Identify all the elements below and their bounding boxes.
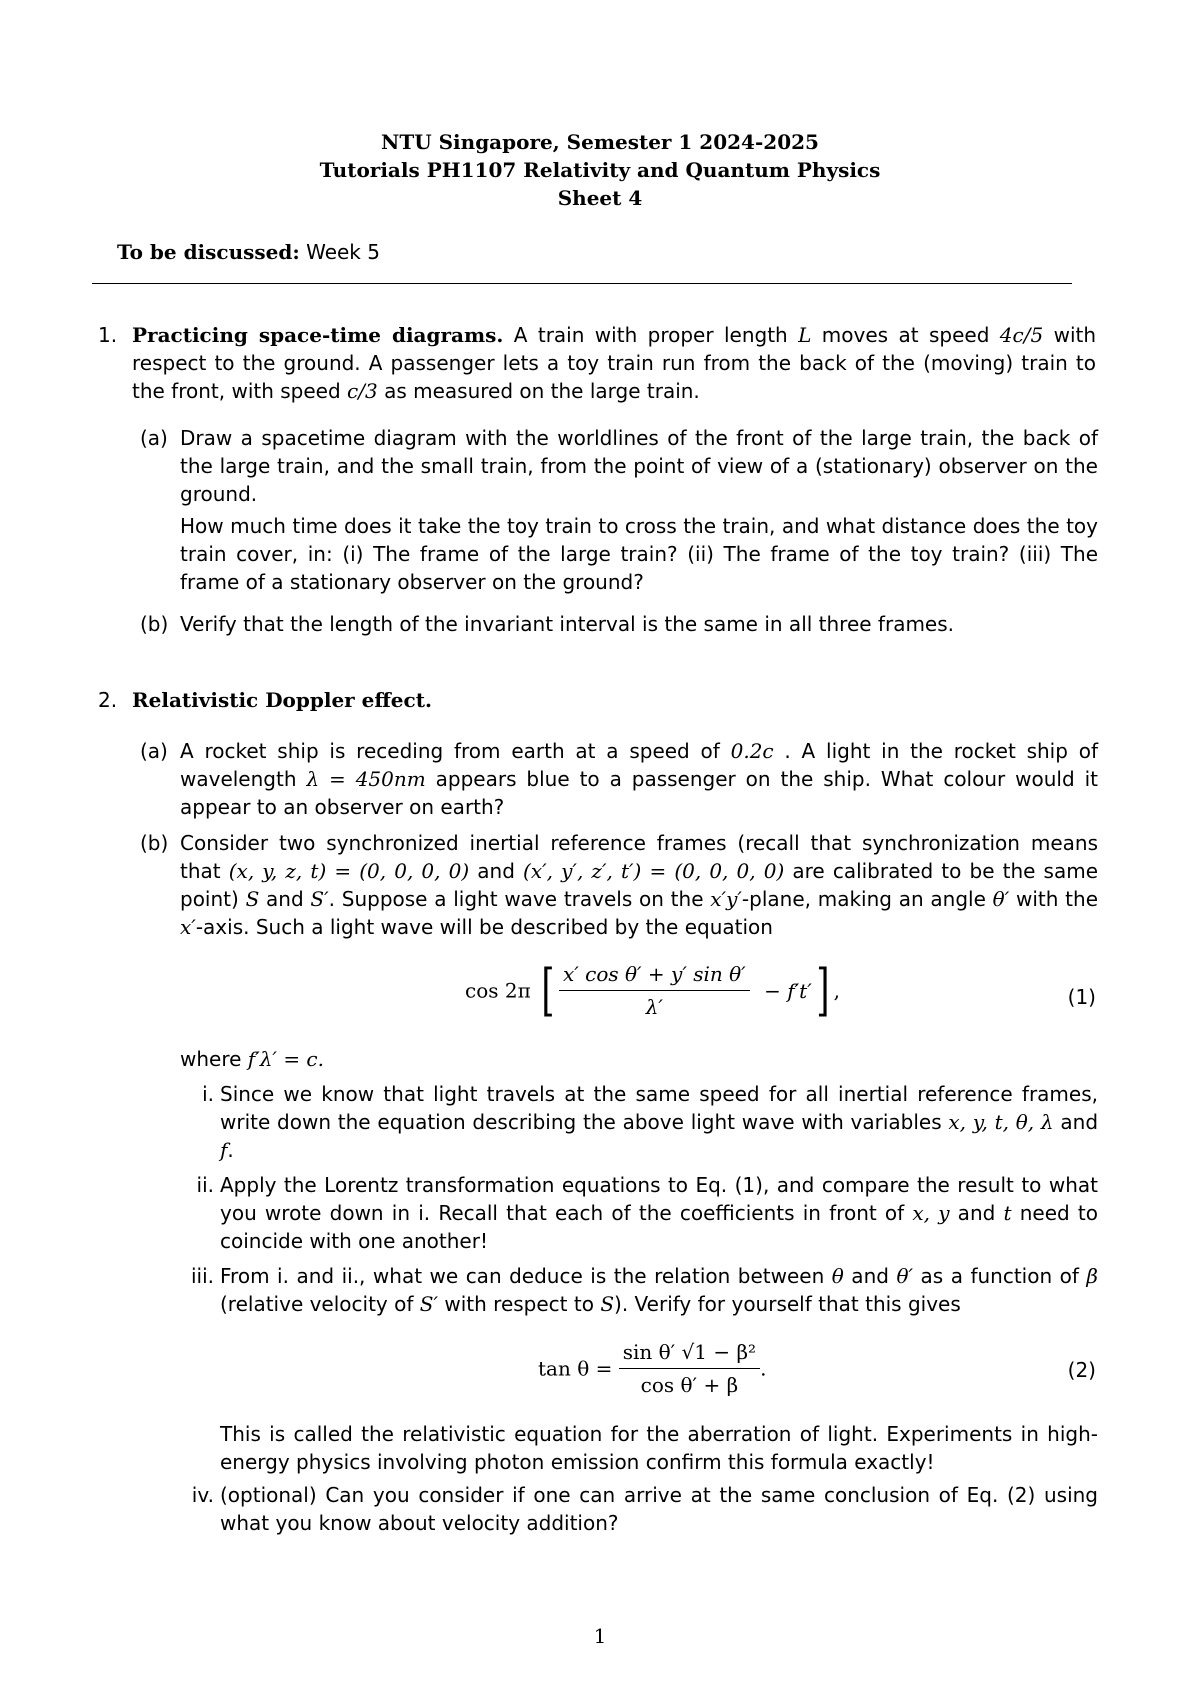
problem-2b-text — [180, 829, 1098, 941]
item-iii-math: S′ — [419, 1292, 439, 1316]
eq1-right-bracket: ] — [816, 957, 830, 1023]
header-divider — [92, 283, 1072, 284]
problem-1a-question: How much time does it take the toy train to cross the train, and what distance does the toy train cover, in: (i) The frame of the large train? (ii) The frame of the toy train? (iii) The frame of a stationary observer on the ground? — [180, 514, 1098, 594]
item-ii-body: and — [949, 1201, 1004, 1225]
p2b-math: x′ — [180, 915, 196, 939]
p2b-text: Consider two synchronized inertial reference frames (recall that synchronization means that — [180, 831, 1098, 883]
problem-2b-label: (b) — [140, 831, 169, 855]
problem-1 — [98, 321, 1098, 405]
item-iv-text: (optional) Can you consider if one can arrive at the same conclusion of Eq. (2) using what you know about velocity addition? — [220, 1483, 1098, 1535]
item-iii-body: and — [843, 1264, 897, 1288]
problem-1b-label: (b) — [140, 612, 169, 636]
problem-1b-text: Verify that the length of the invariant interval is the same in all three frames. — [180, 612, 955, 636]
p2b-text: are calibrated to be the same point) — [180, 859, 1099, 911]
item-iii-body: From i. and ii., what we can deduce is the relation between — [220, 1264, 832, 1288]
equation-1-label: (1) — [1067, 985, 1096, 1009]
p2b-text: . Suppose a light wave travels on the — [328, 887, 711, 911]
item-iii-math: β — [1086, 1264, 1098, 1288]
p2b-text: -axis. Such a light wave will be described by the equation — [195, 915, 773, 939]
p1-text: moves at speed — [811, 323, 1000, 347]
item-i-text — [220, 1080, 1098, 1164]
item-iii-math: θ′ — [896, 1264, 914, 1288]
problem-1a-label: (a) — [140, 426, 168, 450]
item-iv-label: iv. — [191, 1483, 214, 1507]
header-course: Tutorials PH1107 Relativity and Quantum Physics — [319, 158, 881, 182]
item-ii-t: t — [1003, 1201, 1012, 1225]
problem-1a-text: Draw a spacetime diagram with the worldlines of the front of the large train, the back of the large train, and the small train, from the point of view of a (stationary) observer on the ground. — [180, 426, 1098, 506]
discussion-value: Week 5 — [299, 240, 380, 264]
item-ii-label: ii. — [196, 1173, 214, 1197]
item-i-f: f — [220, 1138, 228, 1162]
p2b-text: and — [469, 859, 524, 883]
p2b-math: x′y′ — [710, 887, 742, 911]
p1-text: A train with proper length — [503, 323, 799, 347]
item-ii-body: Apply the Lorentz transformation equations to Eq. (1), and compare the result to what you wrote down in i. Recall that each of the coefficients in front of — [220, 1173, 1098, 1225]
eq1-suffix: − f′t′ — [764, 978, 812, 1003]
p2b-math: (x′, y′, z′, t′) = (0, 0, 0, 0) — [523, 859, 785, 883]
p2b-text: and — [259, 887, 311, 911]
problem-2b — [140, 829, 1098, 941]
aberration-note: This is called the relativistic equation for the aberration of light. Experiments in high-energy physics involving photon emission confirm this formula exactly! — [220, 1422, 1098, 1474]
problem-2a-text — [180, 737, 1098, 821]
p1-math-speed: 4c/5 — [999, 323, 1044, 347]
item-i-body: Since we know that light travels at the same speed for all inertial reference frames, write down the equation describing the above light wave with variables — [220, 1082, 1098, 1134]
item-i-body: . — [227, 1138, 234, 1162]
problem-1-intro — [132, 321, 1096, 405]
p2a-math-lambda: λ = 450nm — [306, 767, 426, 791]
p1-text: as measured on the large train. — [377, 379, 700, 403]
equation-1 — [465, 957, 840, 1023]
header-sheet: Sheet 4 — [557, 186, 643, 210]
discussion-week — [117, 238, 380, 266]
item-iii-math: S — [600, 1292, 615, 1316]
item-iii-body: ). Verify for yourself that this gives — [614, 1292, 961, 1316]
problem-1-title: Practicing space-time diagrams. — [132, 323, 504, 347]
problem-2-number: 2. — [98, 688, 118, 712]
problem-2b-iii — [170, 1262, 1098, 1318]
p1-math-L: L — [798, 323, 812, 347]
problem-2b-ii — [170, 1171, 1098, 1255]
item-iii-body: (relative velocity of — [220, 1292, 420, 1316]
p1-text: with respect to the ground. A passenger lets a toy train run from the back of the (moving) train to the front, with speed — [132, 323, 1097, 403]
problem-2b-iii-after — [170, 1420, 1098, 1476]
item-iii-body: as a function of — [913, 1264, 1087, 1288]
eq2-lhs: tan θ = — [538, 1356, 613, 1381]
where-math: f′λ′ = c. — [247, 1047, 324, 1071]
item-ii-text — [220, 1171, 1098, 1255]
problem-2b-i — [170, 1080, 1098, 1164]
p2b-math: (x, y, z, t) = (0, 0, 0, 0) — [228, 859, 470, 883]
eq1-numerator: x′ cos θ′ + y′ sin θ′ — [559, 960, 750, 991]
p2b-text: with the — [1009, 887, 1099, 911]
where-line — [180, 1045, 1098, 1073]
where-text: where — [180, 1047, 248, 1071]
problem-1-number: 1. — [98, 323, 118, 347]
problem-2 — [98, 686, 1098, 714]
p1-math-speed2: c/3 — [347, 379, 378, 403]
item-ii-body: need to coincide with one another! — [220, 1201, 1098, 1253]
eq1-denominator: λ′ — [645, 995, 663, 1019]
header-institution: NTU Singapore, Semester 1 2024-2025 — [381, 130, 819, 154]
problem-2a-label: (a) — [140, 739, 168, 763]
document-header — [0, 128, 1200, 212]
eq2-numerator: sin θ′ √1 − β² — [619, 1338, 760, 1369]
discussion-label: To be discussed: — [117, 240, 300, 264]
p2b-math: S′ — [310, 887, 329, 911]
item-i-body: and — [1053, 1110, 1099, 1134]
problem-1b — [140, 610, 1098, 638]
page-number: 1 — [593, 1624, 607, 1648]
equation-2 — [538, 1338, 766, 1399]
eq2-denominator: cos θ′ + β — [640, 1373, 739, 1397]
p2a-text: appears blue to a passenger on the ship. What colour would it appear to an observer on earth? — [180, 767, 1099, 819]
item-ii-vars: x, y — [912, 1201, 950, 1225]
eq1-fraction — [559, 960, 750, 1021]
p2a-text: . A light in the rocket ship of wavelength — [180, 739, 1099, 791]
problem-2-title: Relativistic Doppler effect. — [132, 688, 432, 712]
eq2-dot: . — [760, 1356, 767, 1381]
item-iii-text — [220, 1262, 1098, 1318]
item-iii-math: θ — [831, 1264, 844, 1288]
item-iii-label: iii. — [190, 1264, 214, 1288]
eq1-comma: , — [833, 978, 840, 1003]
eq2-fraction — [619, 1338, 760, 1399]
p2b-math: S — [245, 887, 260, 911]
p2b-math: θ′ — [992, 887, 1010, 911]
p2a-text: A rocket ship is receding from earth at a speed of — [180, 739, 731, 763]
problem-2a — [140, 737, 1098, 821]
problem-2b-iv — [170, 1481, 1098, 1537]
item-i-vars: x, y, t, θ, λ — [948, 1110, 1054, 1134]
problem-1a — [140, 424, 1098, 596]
item-i-label: i. — [202, 1082, 214, 1106]
eq1-prefix: cos 2π — [465, 978, 531, 1003]
equation-2-label: (2) — [1067, 1358, 1096, 1382]
p2a-math-speed: 0.2c — [730, 739, 774, 763]
p2b-text: -plane, making an angle — [741, 887, 993, 911]
item-iii-body: with respect to — [438, 1292, 601, 1316]
problem-2b-where — [140, 1045, 1098, 1073]
eq1-left-bracket: [ — [541, 957, 555, 1023]
